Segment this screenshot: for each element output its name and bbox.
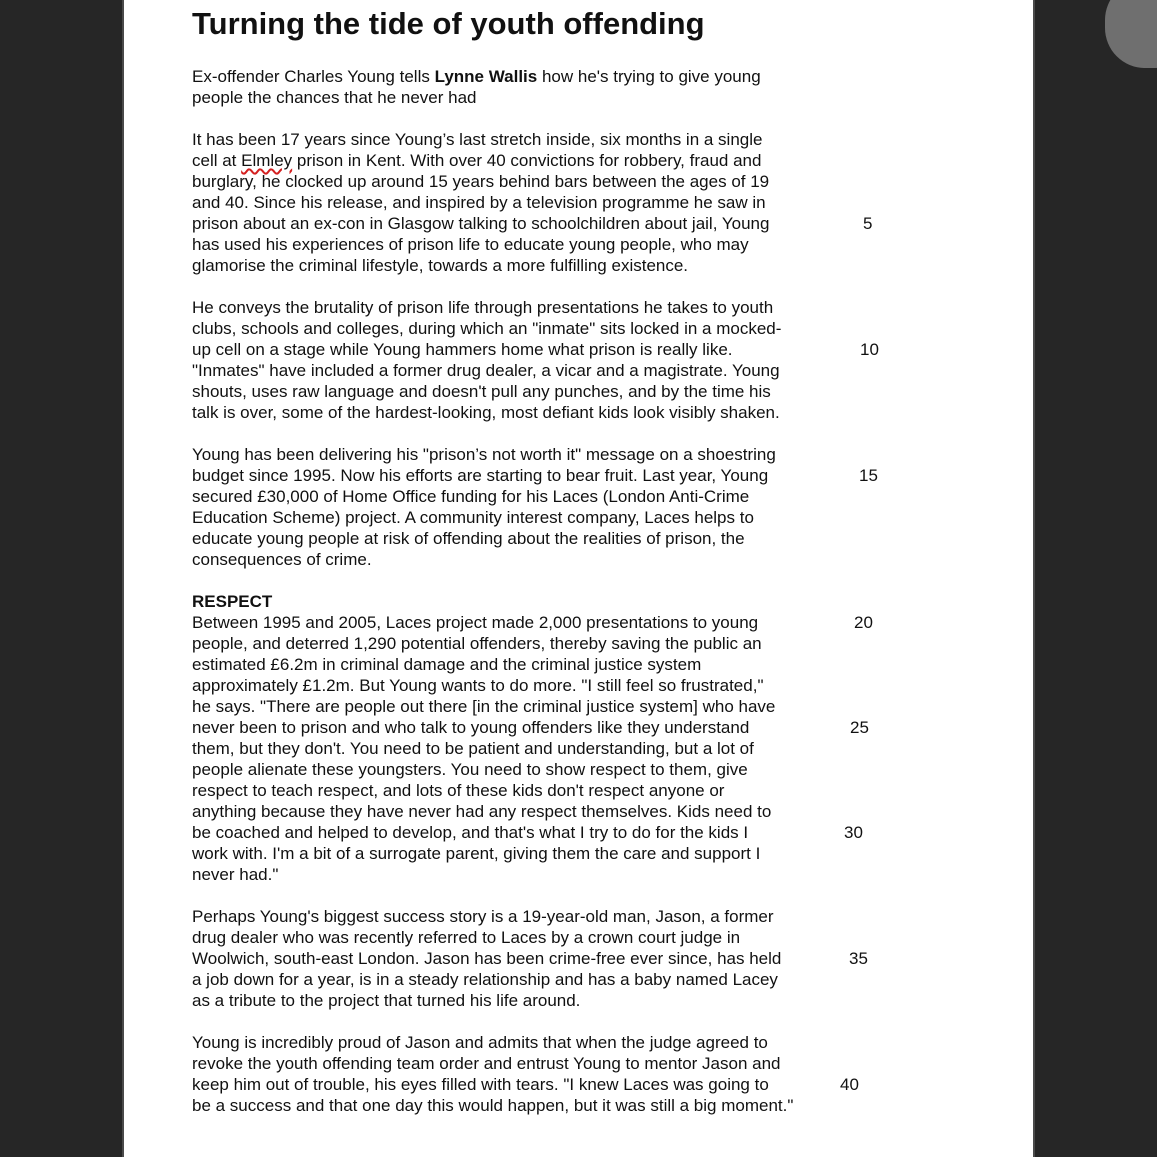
- line-number: 15: [859, 466, 878, 485]
- spellcheck-flagged-word[interactable]: Elmley: [241, 151, 293, 170]
- standfirst-text: how he's trying to give young: [537, 67, 761, 86]
- text-run: prison about an ex-con in Glasgow talking to schoolchildren about jail, Young: [192, 214, 770, 233]
- paragraph-5-line: a job down for a year, is in a steady relationship and has a baby named Lacey: [192, 970, 778, 989]
- line-number: 5: [863, 214, 873, 233]
- line-number: 30: [844, 823, 863, 842]
- paragraph-3-line: secured £30,000 of Home Office funding for his Laces (London Anti-Crime: [192, 487, 750, 506]
- paragraph-4-line: them, but they don't. You need to be patient and understanding, but a lot of: [192, 739, 754, 758]
- text-run: Between 1995 and 2005, Laces project made 2,000 presentations to young: [192, 613, 759, 632]
- paragraph-2-line: shouts, uses raw language and doesn't pull any punches, and by the time his: [192, 382, 771, 401]
- paragraph-5-line: [192, 948, 912, 969]
- paragraph-5-line: drug dealer who was recently referred to Laces by a crown court judge in: [192, 928, 741, 947]
- text-run: cell at: [192, 151, 242, 170]
- paragraph-3-line: Young has been delivering his "prison’s not worth it" message on a shoestring: [192, 445, 776, 464]
- paragraph-2-line: clubs, schools and colleges, during which an "inmate" sits locked in a mocked-: [192, 319, 782, 338]
- text-run: prison in Kent. With over 40 convictions for robbery, fraud and: [292, 151, 762, 170]
- article-body: [192, 66, 912, 1116]
- paragraph-5-line: as a tribute to the project that turned his life around.: [192, 991, 581, 1010]
- paragraph-4-line: never had.": [192, 865, 279, 884]
- paragraph-1-line: [192, 150, 912, 171]
- text-run: keep him out of trouble, his eyes filled with tears. "I knew Laces was going to: [192, 1075, 769, 1094]
- paragraph-3-line: educate young people at risk of offending about the realities of prison, the: [192, 529, 745, 548]
- line-number: 10: [860, 340, 879, 359]
- paragraph-4-line: people alienate these youngsters. You need to show respect to them, give: [192, 760, 748, 779]
- text-run: budget since 1995. Now his efforts are starting to bear fruit. Last year, Young: [192, 466, 769, 485]
- paragraph-1-line: burglary, he clocked up around 15 years behind bars between the ages of 19: [192, 172, 770, 191]
- paragraph-1-line: [192, 213, 912, 234]
- paragraph-6-line: revoke the youth offending team order and entrust Young to mentor Jason and: [192, 1054, 781, 1073]
- paragraph-1-line: has used his experiences of prison life to educate young people, who may: [192, 235, 749, 254]
- paragraph-4-line: people, and deterred 1,290 potential offenders, thereby saving the public an: [192, 634, 762, 653]
- paragraph-1-line: and 40. Since his release, and inspired by a television programme he saw in: [192, 193, 766, 212]
- line-number: 20: [854, 613, 873, 632]
- text-run: up cell on a stage while Young hammers home what prison is really like.: [192, 340, 733, 359]
- paragraph-2-line: He conveys the brutality of prison life through presentations he takes to youth: [192, 298, 774, 317]
- paragraph-6-line: Young is incredibly proud of Jason and admits that when the judge agreed to: [192, 1033, 768, 1052]
- line-number: 35: [849, 949, 868, 968]
- article-title: Turning the tide of youth offending: [192, 6, 705, 41]
- corner-menu-button[interactable]: [1105, 0, 1157, 68]
- document-page: [122, 0, 1035, 1157]
- paragraph-4-line: respect to teach respect, and lots of these kids don't respect anyone or: [192, 781, 725, 800]
- text-run: never been to prison and who talk to young offenders like they understand: [192, 718, 750, 737]
- standfirst-line-2: people the chances that he never had: [192, 88, 477, 107]
- paragraph-4-line: he says. "There are people out there [in the criminal justice system] who have: [192, 697, 776, 716]
- paragraph-2-line: talk is over, some of the hardest-looking, most defiant kids look visibly shaken.: [192, 403, 780, 422]
- standfirst-line-1: [192, 66, 912, 87]
- paragraph-3-line: consequences of crime.: [192, 550, 372, 569]
- paragraph-3-line: Education Scheme) project. A community interest company, Laces helps to: [192, 508, 754, 527]
- paragraph-2-line: [192, 339, 912, 360]
- paragraph-4-line: [192, 717, 912, 738]
- paragraph-4-line: [192, 822, 912, 843]
- text-run: be coached and helped to develop, and that's what I try to do for the kids I: [192, 823, 749, 842]
- paragraph-2-line: "Inmates" have included a former drug dealer, a vicar and a magistrate. Young: [192, 361, 780, 380]
- section-heading: RESPECT: [192, 592, 273, 611]
- paragraph-1-line: It has been 17 years since Young’s last stretch inside, six months in a single: [192, 130, 763, 149]
- author-name: Lynne Wallis: [434, 67, 538, 86]
- paragraph-6-line: [192, 1074, 912, 1095]
- line-number: 40: [840, 1075, 859, 1094]
- paragraph-3-line: [192, 465, 912, 486]
- paragraph-1-line: glamorise the criminal lifestyle, towards a more fulfilling existence.: [192, 256, 689, 275]
- line-number: 25: [850, 718, 869, 737]
- paragraph-5-line: Perhaps Young's biggest success story is a 19-year-old man, Jason, a former: [192, 907, 774, 926]
- paragraph-4-line: work with. I'm a bit of a surrogate parent, giving them the care and support I: [192, 844, 761, 863]
- paragraph-4-line: approximately £1.2m. But Young wants to do more. "I still feel so frustrated,": [192, 676, 764, 695]
- paragraph-6-line: be a success and that one day this would happen, but it was still a big moment.": [192, 1096, 794, 1115]
- standfirst-text: Ex-offender Charles Young tells: [192, 67, 435, 86]
- paragraph-4-line: estimated £6.2m in criminal damage and the criminal justice system: [192, 655, 702, 674]
- paragraph-4-line: [192, 612, 912, 633]
- text-run: Woolwich, south-east London. Jason has been crime-free ever since, has held: [192, 949, 782, 968]
- paragraph-4-line: anything because they have never had any respect themselves. Kids need to: [192, 802, 772, 821]
